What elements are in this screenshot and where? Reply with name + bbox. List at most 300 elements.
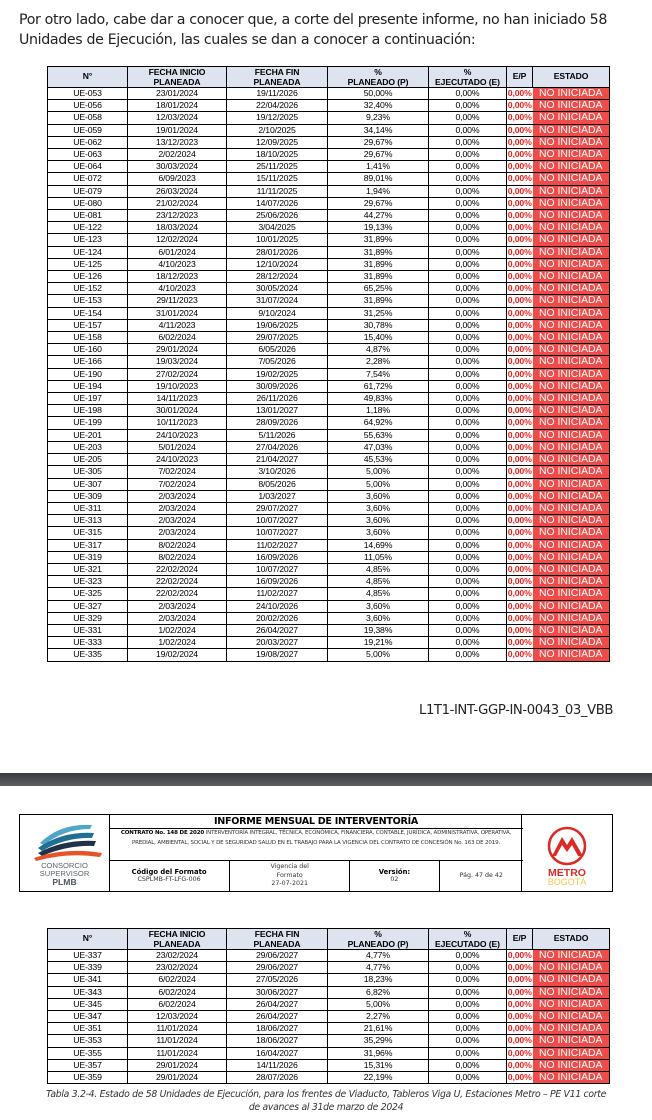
header-line: PLANEADA bbox=[153, 938, 201, 949]
cell-ep-ratio: 0,00% bbox=[507, 950, 532, 960]
cell-fecha-inicio: 7/02/2024 bbox=[128, 466, 227, 478]
cell-fecha-fin: 9/10/2024 bbox=[227, 307, 328, 319]
cell-ep-ratio: 0,00% bbox=[507, 490, 532, 501]
cell-fecha-fin: 27/05/2026 bbox=[227, 974, 328, 986]
table-row bbox=[48, 962, 610, 974]
col-header-fecha-fin bbox=[227, 67, 328, 88]
cell-fecha-fin: 29/07/2027 bbox=[227, 502, 328, 514]
cell-ejecutado: 0,00% bbox=[429, 356, 507, 368]
cell-ejecutado: 0,00% bbox=[429, 466, 507, 478]
metro-bogota-logo bbox=[521, 815, 612, 891]
cell-ejecutado: 0,00% bbox=[429, 441, 507, 453]
cell-fecha-inicio: 14/11/2023 bbox=[128, 393, 227, 405]
cell-fecha-fin: 3/04/2025 bbox=[227, 222, 328, 234]
cell-fecha-fin: 16/09/2026 bbox=[227, 576, 328, 588]
cell-planeado: 9,23% bbox=[328, 112, 429, 124]
table-row bbox=[48, 307, 610, 319]
cell-fecha-inicio: 11/01/2024 bbox=[128, 1035, 227, 1047]
cell-ejecutado: 0,00% bbox=[429, 307, 507, 319]
cell-estado: NO INICIADA bbox=[533, 490, 610, 502]
cell-fecha-inicio: 6/09/2023 bbox=[128, 173, 227, 185]
cell-ep-ratio: 0,00% bbox=[507, 307, 532, 318]
cell-ejecutado: 0,00% bbox=[429, 222, 507, 234]
cell-fecha-fin: 11/02/2027 bbox=[227, 588, 328, 600]
cell-estado: NO INICIADA bbox=[533, 124, 610, 136]
cell-fecha-inicio: 27/02/2024 bbox=[128, 368, 227, 380]
cell-planeado: 5,00% bbox=[328, 998, 429, 1010]
cell-fecha-inicio: 2/03/2024 bbox=[128, 527, 227, 539]
cell-estado: NO INICIADA bbox=[533, 222, 610, 234]
cell-ejecutado: 0,00% bbox=[429, 1023, 507, 1035]
cell-planeado: 35,29% bbox=[328, 1035, 429, 1047]
caption-line: de avances al 31de marzo de 2024 bbox=[248, 1102, 404, 1113]
cell-ue-id: UE-124 bbox=[48, 246, 128, 258]
cell-planeado: 32,40% bbox=[328, 100, 429, 112]
table-row bbox=[48, 466, 610, 478]
cell-estado: NO INICIADA bbox=[533, 502, 610, 514]
ue-status-table-part2 bbox=[47, 928, 610, 1084]
validity-date: 27-07-2021 bbox=[271, 880, 308, 888]
cell-fecha-inicio: 23/02/2024 bbox=[128, 950, 227, 962]
cell-ejecutado: 0,00% bbox=[429, 950, 507, 962]
cell-ue-id: UE-199 bbox=[48, 417, 128, 429]
cell-estado: NO INICIADA bbox=[533, 576, 610, 588]
table-row bbox=[48, 319, 610, 331]
cell-ejecutado: 0,00% bbox=[429, 234, 507, 246]
table-row bbox=[48, 490, 610, 502]
cell-ue-id: UE-080 bbox=[48, 197, 128, 209]
cell-ep-ratio: 0,00% bbox=[507, 441, 532, 452]
cell-ejecutado: 0,00% bbox=[429, 319, 507, 331]
cell-ep-ratio: 0,00% bbox=[507, 393, 532, 404]
cell-planeado: 31,89% bbox=[328, 295, 429, 307]
cell-planeado: 5,00% bbox=[328, 649, 429, 661]
cell-ue-id: UE-058 bbox=[48, 112, 128, 124]
cell-fecha-inicio: 6/02/2024 bbox=[128, 986, 227, 998]
cell-planeado: 3,60% bbox=[328, 515, 429, 527]
cell-ue-id: UE-305 bbox=[48, 466, 128, 478]
cell-ejecutado: 0,00% bbox=[429, 332, 507, 344]
cell-fecha-inicio: 22/02/2024 bbox=[128, 563, 227, 575]
cell-planeado: 19,13% bbox=[328, 222, 429, 234]
col-header-n: N° bbox=[48, 929, 128, 950]
cell-estado: NO INICIADA bbox=[533, 551, 610, 563]
cell-ep-ratio: 0,00% bbox=[507, 429, 532, 440]
cell-fecha-inicio: 10/11/2023 bbox=[128, 417, 227, 429]
cell-fecha-fin: 6/05/2026 bbox=[227, 344, 328, 356]
table-row bbox=[48, 637, 610, 649]
cell-fecha-inicio: 23/12/2023 bbox=[128, 210, 227, 222]
cell-ejecutado: 0,00% bbox=[429, 380, 507, 392]
cell-fecha-fin: 28/07/2026 bbox=[227, 1072, 328, 1084]
cell-fecha-inicio: 2/03/2024 bbox=[128, 490, 227, 502]
cell-fecha-fin: 2/10/2025 bbox=[227, 124, 328, 136]
cell-planeado: 45,53% bbox=[328, 454, 429, 466]
cell-ejecutado: 0,00% bbox=[429, 539, 507, 551]
cell-fecha-fin: 22/04/2026 bbox=[227, 100, 328, 112]
cell-ep-ratio: 0,00% bbox=[507, 100, 532, 111]
cell-fecha-fin: 26/04/2027 bbox=[227, 998, 328, 1010]
cell-fecha-inicio: 23/01/2024 bbox=[128, 88, 227, 100]
cell-fecha-inicio: 4/11/2023 bbox=[128, 319, 227, 331]
cell-ejecutado: 0,00% bbox=[429, 1047, 507, 1059]
table-row bbox=[48, 271, 610, 283]
table-row bbox=[48, 950, 610, 962]
table-row bbox=[48, 173, 610, 185]
cell-planeado: 6,82% bbox=[328, 986, 429, 998]
cell-fecha-fin: 8/05/2026 bbox=[227, 478, 328, 490]
table-row bbox=[48, 551, 610, 563]
cell-ejecutado: 0,00% bbox=[429, 258, 507, 270]
cell-planeado: 44,27% bbox=[328, 210, 429, 222]
contract-text: INTERVENTORÍA INTEGRAL, TÉCNICA, ECONÓMICA, FINANCIERA, CONTABLE, JURÍDICA, ADMINISTRATIVA, OPERATIVA, PREDIAL, AMBIENTAL, SOCIAL Y DE SEGURIDAD SALUD EN EL TRABAJO PARA LA VIGENCIA DEL CONTRATO DE CONCESIÓN No. 163 DE 2019. bbox=[131, 830, 512, 846]
logo-text-bogota: BOGOTÁ bbox=[547, 877, 587, 887]
cell-ep-ratio: 0,00% bbox=[507, 539, 532, 550]
cell-ue-id: UE-309 bbox=[48, 490, 128, 502]
cell-estado: NO INICIADA bbox=[533, 539, 610, 551]
cell-estado: NO INICIADA bbox=[533, 405, 610, 417]
cell-fecha-fin: 10/07/2027 bbox=[227, 527, 328, 539]
table-row bbox=[48, 380, 610, 392]
cell-estado: NO INICIADA bbox=[533, 246, 610, 258]
cell-planeado: 31,25% bbox=[328, 307, 429, 319]
cell-planeado: 5,00% bbox=[328, 466, 429, 478]
cell-planeado: 55,63% bbox=[328, 429, 429, 441]
cell-estado: NO INICIADA bbox=[533, 271, 610, 283]
cell-ejecutado: 0,00% bbox=[429, 210, 507, 222]
cell-estado: NO INICIADA bbox=[533, 136, 610, 148]
cell-estado: NO INICIADA bbox=[533, 197, 610, 209]
cell-ejecutado: 0,00% bbox=[429, 600, 507, 612]
table-row bbox=[48, 124, 610, 136]
cell-fecha-inicio: 12/03/2024 bbox=[128, 112, 227, 124]
cell-ep-ratio: 0,00% bbox=[507, 551, 532, 562]
cell-estado: NO INICIADA bbox=[533, 319, 610, 331]
cell-fecha-fin: 10/07/2027 bbox=[227, 515, 328, 527]
cell-planeado: 4,77% bbox=[328, 962, 429, 974]
table-row bbox=[48, 429, 610, 441]
cell-estado: NO INICIADA bbox=[533, 234, 610, 246]
cell-fecha-inicio: 24/10/2023 bbox=[128, 454, 227, 466]
cell-estado: NO INICIADA bbox=[533, 100, 610, 112]
col-header-fecha-fin bbox=[227, 929, 328, 950]
cell-ep-ratio: 0,00% bbox=[507, 124, 532, 135]
cell-ep-ratio: 0,00% bbox=[507, 974, 532, 985]
cell-fecha-inicio: 19/03/2024 bbox=[128, 356, 227, 368]
cell-ue-id: UE-311 bbox=[48, 502, 128, 514]
cell-fecha-fin: 21/04/2027 bbox=[227, 454, 328, 466]
cell-fecha-fin: 19/06/2025 bbox=[227, 319, 328, 331]
format-code-label: Código del Formato bbox=[131, 867, 207, 876]
table-row bbox=[48, 246, 610, 258]
cell-fecha-fin: 20/03/2027 bbox=[227, 637, 328, 649]
cell-ue-id: UE-123 bbox=[48, 234, 128, 246]
cell-ep-ratio: 0,00% bbox=[507, 600, 532, 611]
cell-planeado: 47,03% bbox=[328, 441, 429, 453]
cell-estado: NO INICIADA bbox=[533, 454, 610, 466]
cell-estado: NO INICIADA bbox=[533, 986, 610, 998]
cell-ejecutado: 0,00% bbox=[429, 112, 507, 124]
cell-ep-ratio: 0,00% bbox=[507, 136, 532, 147]
table-row bbox=[48, 136, 610, 148]
col-header-ep: E/P bbox=[507, 67, 533, 88]
cell-fecha-fin: 29/06/2027 bbox=[227, 962, 328, 974]
table-row bbox=[48, 600, 610, 612]
cell-ue-id: UE-347 bbox=[48, 1011, 128, 1023]
cell-ejecutado: 0,00% bbox=[429, 88, 507, 100]
table-row bbox=[48, 417, 610, 429]
cell-estado: NO INICIADA bbox=[533, 527, 610, 539]
cell-ejecutado: 0,00% bbox=[429, 173, 507, 185]
cell-planeado: 31,89% bbox=[328, 271, 429, 283]
cell-ue-id: UE-154 bbox=[48, 307, 128, 319]
cell-ejecutado: 0,00% bbox=[429, 649, 507, 661]
cell-ejecutado: 0,00% bbox=[429, 551, 507, 563]
table-row bbox=[48, 527, 610, 539]
cell-ep-ratio: 0,00% bbox=[507, 502, 532, 513]
header-line: % bbox=[374, 929, 382, 939]
consorcio-logo bbox=[20, 815, 110, 891]
cell-ep-ratio: 0,00% bbox=[507, 1011, 532, 1022]
cell-ejecutado: 0,00% bbox=[429, 429, 507, 441]
cell-ejecutado: 0,00% bbox=[429, 161, 507, 173]
cell-ep-ratio: 0,00% bbox=[507, 563, 532, 574]
col-header-fecha-inicio bbox=[128, 67, 227, 88]
cell-ep-ratio: 0,00% bbox=[507, 185, 532, 196]
cell-ue-id: UE-126 bbox=[48, 271, 128, 283]
cell-ue-id: UE-321 bbox=[48, 563, 128, 575]
contract-number: CONTRATO No. 148 DE 2020 bbox=[120, 830, 205, 836]
table-row bbox=[48, 1047, 610, 1059]
cell-fecha-inicio: 1/02/2024 bbox=[128, 624, 227, 636]
cell-ejecutado: 0,00% bbox=[429, 1011, 507, 1023]
cell-estado: NO INICIADA bbox=[533, 185, 610, 197]
cell-ep-ratio: 0,00% bbox=[507, 986, 532, 997]
table-row bbox=[48, 234, 610, 246]
page-number: Pág. 47 de 42 bbox=[459, 871, 503, 879]
cell-ue-id: UE-323 bbox=[48, 576, 128, 588]
cell-ue-id: UE-198 bbox=[48, 405, 128, 417]
header-line: EJECUTADO (E) bbox=[435, 938, 500, 949]
cell-estado: NO INICIADA bbox=[533, 588, 610, 600]
cell-ejecutado: 0,00% bbox=[429, 624, 507, 636]
cell-ep-ratio: 0,00% bbox=[507, 515, 532, 526]
cell-estado: NO INICIADA bbox=[533, 441, 610, 453]
cell-fecha-inicio: 23/02/2024 bbox=[128, 962, 227, 974]
cell-fecha-fin: 18/06/2027 bbox=[227, 1035, 328, 1047]
cell-ep-ratio: 0,00% bbox=[507, 149, 532, 160]
cell-ue-id: UE-313 bbox=[48, 515, 128, 527]
cell-fecha-inicio: 30/03/2024 bbox=[128, 161, 227, 173]
col-header-estado: ESTADO bbox=[533, 67, 610, 88]
cell-ue-id: UE-125 bbox=[48, 258, 128, 270]
cell-ue-id: UE-355 bbox=[48, 1047, 128, 1059]
cell-ep-ratio: 0,00% bbox=[507, 332, 532, 343]
col-header-ejecutado bbox=[429, 67, 507, 88]
cell-estado: NO INICIADA bbox=[533, 563, 610, 575]
cell-ejecutado: 0,00% bbox=[429, 283, 507, 295]
cell-fecha-fin: 25/06/2026 bbox=[227, 210, 328, 222]
validity-label: Vigencia del bbox=[270, 863, 309, 871]
cell-fecha-inicio: 26/03/2024 bbox=[128, 185, 227, 197]
cell-ejecutado: 0,00% bbox=[429, 393, 507, 405]
cell-planeado: 3,60% bbox=[328, 502, 429, 514]
cell-ejecutado: 0,00% bbox=[429, 197, 507, 209]
page-break-divider bbox=[0, 773, 652, 786]
header-line: PLANEADO (P) bbox=[347, 938, 409, 949]
cell-planeado: 31,96% bbox=[328, 1047, 429, 1059]
cell-fecha-inicio: 2/02/2024 bbox=[128, 149, 227, 161]
logo-text-line: PLMB bbox=[52, 876, 77, 887]
cell-ep-ratio: 0,00% bbox=[507, 637, 532, 648]
cell-fecha-inicio: 18/01/2024 bbox=[128, 100, 227, 112]
col-header-ep: E/P bbox=[507, 929, 533, 950]
format-code-value: CSPLMB-FT-LFG-006 bbox=[137, 876, 201, 883]
cell-fecha-inicio: 24/10/2023 bbox=[128, 429, 227, 441]
format-code-cell bbox=[109, 861, 230, 891]
cell-fecha-fin: 19/08/2027 bbox=[227, 649, 328, 661]
cell-estado: NO INICIADA bbox=[533, 478, 610, 490]
cell-fecha-fin: 29/07/2025 bbox=[227, 332, 328, 344]
cell-planeado: 19,21% bbox=[328, 637, 429, 649]
cell-ep-ratio: 0,00% bbox=[507, 319, 532, 330]
cell-ejecutado: 0,00% bbox=[429, 478, 507, 490]
cell-fecha-inicio: 6/02/2024 bbox=[128, 974, 227, 986]
cell-ep-ratio: 0,00% bbox=[507, 368, 532, 379]
cell-estado: NO INICIADA bbox=[533, 600, 610, 612]
cell-planeado: 34,14% bbox=[328, 124, 429, 136]
header-line: PLANEADA bbox=[253, 76, 301, 87]
table-row bbox=[48, 112, 610, 124]
cell-ue-id: UE-197 bbox=[48, 393, 128, 405]
cell-fecha-inicio: 12/03/2024 bbox=[128, 1011, 227, 1023]
cell-ejecutado: 0,00% bbox=[429, 405, 507, 417]
cell-ue-id: UE-122 bbox=[48, 222, 128, 234]
cell-fecha-inicio: 4/10/2023 bbox=[128, 283, 227, 295]
cell-ep-ratio: 0,00% bbox=[507, 405, 532, 416]
cell-planeado: 3,60% bbox=[328, 600, 429, 612]
cell-fecha-inicio: 8/02/2024 bbox=[128, 539, 227, 551]
table-header-row bbox=[48, 929, 610, 950]
cell-ue-id: UE-059 bbox=[48, 124, 128, 136]
cell-fecha-fin: 16/04/2027 bbox=[227, 1047, 328, 1059]
cell-planeado: 21,61% bbox=[328, 1023, 429, 1035]
cell-ep-ratio: 0,00% bbox=[507, 962, 532, 973]
cell-planeado: 3,60% bbox=[328, 490, 429, 502]
cell-estado: NO INICIADA bbox=[533, 612, 610, 624]
cell-ue-id: UE-341 bbox=[48, 974, 128, 986]
table-row bbox=[48, 161, 610, 173]
cell-ue-id: UE-357 bbox=[48, 1059, 128, 1071]
cell-ue-id: UE-327 bbox=[48, 600, 128, 612]
cell-ue-id: UE-331 bbox=[48, 624, 128, 636]
cell-fecha-fin: 20/02/2026 bbox=[227, 612, 328, 624]
cell-planeado: 18,23% bbox=[328, 974, 429, 986]
table-row bbox=[48, 197, 610, 209]
cell-ejecutado: 0,00% bbox=[429, 136, 507, 148]
cell-planeado: 14,69% bbox=[328, 539, 429, 551]
cell-planeado: 29,67% bbox=[328, 197, 429, 209]
format-validity-cell bbox=[230, 861, 350, 891]
cell-ep-ratio: 0,00% bbox=[507, 258, 532, 269]
header-line: FECHA INICIO bbox=[148, 929, 206, 939]
cell-estado: NO INICIADA bbox=[533, 295, 610, 307]
cell-ejecutado: 0,00% bbox=[429, 124, 507, 136]
cell-ue-id: UE-072 bbox=[48, 173, 128, 185]
table-row bbox=[48, 222, 610, 234]
header-line: EJECUTADO (E) bbox=[435, 76, 500, 87]
cell-ep-ratio: 0,00% bbox=[507, 356, 532, 367]
cell-ep-ratio: 0,00% bbox=[507, 649, 532, 660]
contract-description bbox=[109, 829, 523, 861]
cell-ue-id: UE-339 bbox=[48, 962, 128, 974]
table-row bbox=[48, 332, 610, 344]
cell-fecha-inicio: 2/03/2024 bbox=[128, 612, 227, 624]
cell-ue-id: UE-153 bbox=[48, 295, 128, 307]
cell-fecha-fin: 30/05/2024 bbox=[227, 283, 328, 295]
cell-ejecutado: 0,00% bbox=[429, 502, 507, 514]
logo-text-line: CONSORCIO bbox=[41, 861, 88, 870]
logo-text-line: SUPERVISOR bbox=[39, 868, 90, 878]
cell-ue-id: UE-152 bbox=[48, 283, 128, 295]
cell-ue-id: UE-062 bbox=[48, 136, 128, 148]
cell-ejecutado: 0,00% bbox=[429, 563, 507, 575]
cell-fecha-inicio: 19/10/2023 bbox=[128, 380, 227, 392]
col-header-fecha-inicio bbox=[128, 929, 227, 950]
table-row bbox=[48, 502, 610, 514]
cell-ue-id: UE-351 bbox=[48, 1023, 128, 1035]
document-code: L1T1-INT-GGP-IN-0043_03_VBB bbox=[419, 703, 613, 718]
cell-ejecutado: 0,00% bbox=[429, 1059, 507, 1071]
table-row bbox=[48, 356, 610, 368]
cell-fecha-inicio: 29/01/2024 bbox=[128, 344, 227, 356]
cell-estado: NO INICIADA bbox=[533, 515, 610, 527]
cell-fecha-inicio: 21/02/2024 bbox=[128, 197, 227, 209]
cell-ejecutado: 0,00% bbox=[429, 344, 507, 356]
cell-ejecutado: 0,00% bbox=[429, 246, 507, 258]
cell-fecha-fin: 18/10/2025 bbox=[227, 149, 328, 161]
header-line: PLANEADA bbox=[153, 76, 201, 87]
cell-estado: NO INICIADA bbox=[533, 1011, 610, 1023]
cell-ep-ratio: 0,00% bbox=[507, 246, 532, 257]
cell-estado: NO INICIADA bbox=[533, 393, 610, 405]
cell-ep-ratio: 0,00% bbox=[507, 197, 532, 208]
cell-planeado: 22,19% bbox=[328, 1072, 429, 1084]
cell-fecha-inicio: 2/03/2024 bbox=[128, 515, 227, 527]
cell-fecha-fin: 5/11/2026 bbox=[227, 429, 328, 441]
validity-label: Formato bbox=[276, 871, 303, 879]
cell-ue-id: UE-160 bbox=[48, 344, 128, 356]
cell-fecha-fin: 31/07/2024 bbox=[227, 295, 328, 307]
cell-ep-ratio: 0,00% bbox=[507, 271, 532, 282]
cell-ue-id: UE-319 bbox=[48, 551, 128, 563]
cell-fecha-inicio: 6/02/2024 bbox=[128, 998, 227, 1010]
cell-ejecutado: 0,00% bbox=[429, 974, 507, 986]
cell-ue-id: UE-190 bbox=[48, 368, 128, 380]
cell-fecha-fin: 10/07/2027 bbox=[227, 563, 328, 575]
cell-ejecutado: 0,00% bbox=[429, 417, 507, 429]
table-row bbox=[48, 998, 610, 1010]
cell-planeado: 4,85% bbox=[328, 588, 429, 600]
col-header-planeado bbox=[328, 67, 429, 88]
cell-fecha-inicio: 22/02/2024 bbox=[128, 588, 227, 600]
cell-fecha-fin: 14/07/2026 bbox=[227, 197, 328, 209]
cell-ep-ratio: 0,00% bbox=[507, 1059, 532, 1070]
cell-ejecutado: 0,00% bbox=[429, 295, 507, 307]
cell-planeado: 61,72% bbox=[328, 380, 429, 392]
table-row bbox=[48, 974, 610, 986]
page-number-cell bbox=[440, 861, 523, 891]
